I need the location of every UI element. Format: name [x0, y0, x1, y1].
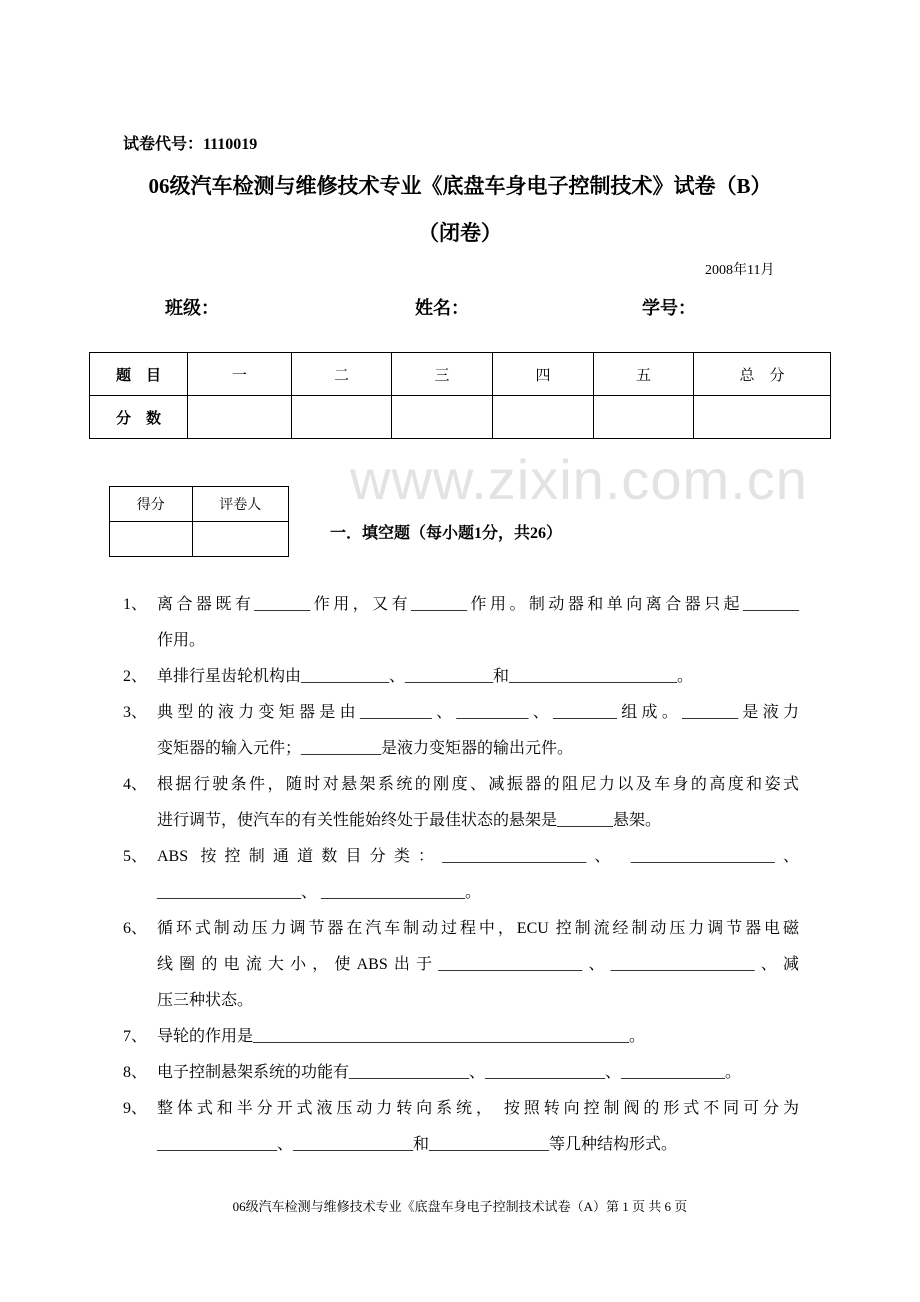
score-cell[interactable] — [594, 396, 694, 439]
score-header: 一 — [188, 353, 292, 396]
score-table — [89, 352, 831, 439]
question-text: ABS 按控制通道数目分类：__________________、 __________________、 — [157, 848, 799, 865]
question-text: 整体式和半分开式液压动力转向系统， 按照转向控制阀的形式不同可分为 — [157, 1100, 799, 1117]
question-text: __________________、 __________________。 — [157, 884, 482, 901]
score-header: 二 — [292, 353, 392, 396]
score-header: 四 — [493, 353, 594, 396]
question-number: 6、 — [123, 920, 148, 937]
exam-code: 试卷代号：1110019 — [123, 136, 258, 153]
class-label: 班级： — [165, 298, 219, 318]
question-text: 线圈的电流大小，使ABS出于__________________、__________________、减 — [157, 956, 799, 973]
exam-subtitle: （闭卷） — [418, 221, 502, 245]
question-number: 8、 — [123, 1064, 148, 1081]
question-text: 导轮的作用是_______________________________________________。 — [157, 1028, 646, 1045]
page-footer: 06级汽车检测与维修技术专业《底盘车身电子控制技术试卷（A）第 1 页 共 6 页 — [232, 1199, 688, 1214]
score-header: 总 分 — [694, 353, 831, 396]
question-text: 单排行星齿轮机构由___________、___________和_____________________。 — [157, 668, 694, 685]
score-cell[interactable] — [493, 396, 594, 439]
score-header: 三 — [392, 353, 493, 396]
exam-title: 06级汽车检测与维修技术专业《底盘车身电子控制技术》试卷（B） — [148, 174, 772, 198]
grader-table — [109, 486, 289, 557]
question-number: 1、 — [123, 596, 148, 613]
question-text: 变矩器的输入元件；__________是液力变矩器的输出元件。 — [157, 740, 574, 757]
score-header: 题 目 — [90, 353, 188, 396]
question-text: 循环式制动压力调节器在汽车制动过程中，ECU 控制流经制动压力调节器电磁 — [157, 920, 799, 937]
question-text: 压三种状态。 — [157, 992, 254, 1009]
grader-header-score: 得分 — [110, 487, 193, 522]
grader-cell[interactable] — [192, 522, 288, 557]
section-heading: 一．填空题（每小题1分，共26） — [330, 525, 563, 542]
watermark: www.zixin.com.cn — [350, 448, 808, 511]
question-text: 典型的液力变矩器是由_________、_________、________组成。_______是液力 — [157, 704, 799, 721]
score-cell[interactable] — [694, 396, 831, 439]
question-text: _______________、_______________和_______________等几种结构形式。 — [157, 1136, 678, 1153]
exam-date: 2008年11月 — [705, 263, 775, 278]
question-text: 作用。 — [157, 632, 206, 649]
name-label: 姓名： — [415, 298, 469, 318]
question-number: 9、 — [123, 1100, 148, 1117]
score-header: 五 — [594, 353, 694, 396]
question-number: 5、 — [123, 848, 148, 865]
question-number: 3、 — [123, 704, 148, 721]
question-number: 2、 — [123, 668, 148, 685]
question-text: 进行调节，使汽车的有关性能始终处于最佳状态的悬架是_______悬架。 — [157, 812, 662, 829]
score-row-label: 分 数 — [90, 396, 188, 439]
grader-cell[interactable] — [110, 522, 193, 557]
score-cell[interactable] — [292, 396, 392, 439]
question-number: 4、 — [123, 776, 148, 793]
question-text: 电子控制悬架系统的功能有_______________、_______________、_____________。 — [157, 1064, 742, 1081]
score-cell[interactable] — [392, 396, 493, 439]
grader-header-grader: 评卷人 — [192, 487, 288, 522]
question-text: 根据行驶条件，随时对悬架系统的刚度、减振器的阻尼力以及车身的高度和姿式 — [157, 776, 799, 793]
score-cell[interactable] — [188, 396, 292, 439]
question-text: 离合器既有_______作用，又有_______作用。制动器和单向离合器只起_______ — [157, 596, 799, 613]
question-number: 7、 — [123, 1028, 148, 1045]
student-id-label: 学号： — [642, 298, 696, 318]
